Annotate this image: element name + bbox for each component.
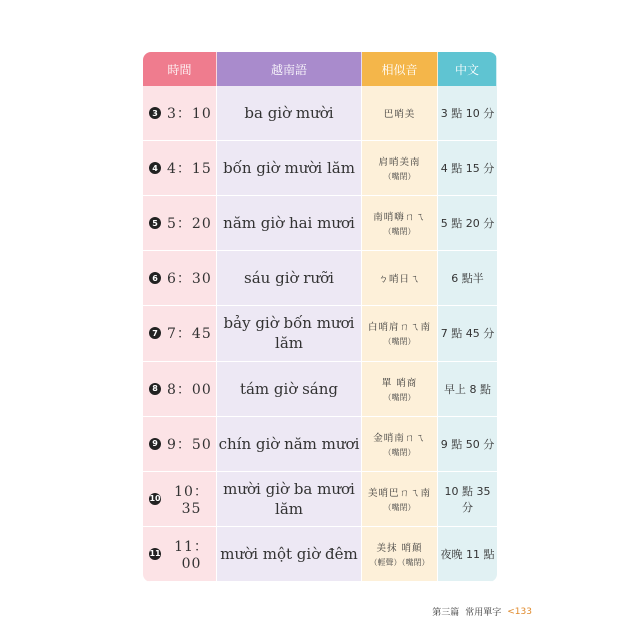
time-cell [143, 141, 217, 196]
row-number-badge: 10 [149, 494, 161, 504]
chinese-text: 4 點 15 分 [440, 162, 495, 176]
similar-sound-text: 南哨嗨ㄇㄟ [373, 212, 426, 224]
row-number-badge: 5 [149, 217, 161, 229]
time-cell [143, 472, 217, 527]
row-number-badge: 3 [149, 107, 161, 119]
similar-sound-cell [362, 86, 438, 141]
vietnamese-cell [217, 196, 362, 251]
time-cell [143, 86, 217, 141]
similar-sound-cell [362, 251, 438, 306]
vietnamese-cell [217, 306, 362, 361]
similar-sound-text: ㄅ哨日ㄟ [378, 274, 421, 286]
time-value: 3：10 [167, 106, 212, 123]
similar-sound-text: 金哨南ㄇㄟ [373, 432, 426, 444]
chinese-cell [438, 196, 497, 251]
chinese-text: 早上 8 點 [444, 382, 491, 396]
time-value: 6：30 [167, 271, 212, 288]
chinese-text: 10 點 35 分 [444, 484, 491, 514]
vietnamese-phrase: mười một giờ đêm [220, 544, 358, 563]
vietnamese-cell [217, 141, 362, 196]
pronunciation-note: （輕聲）（嘴閉） [369, 557, 430, 567]
similar-sound-text: 美抹 哨顛 [376, 542, 423, 554]
footer-section: 第三篇 [432, 608, 460, 618]
vietnamese-cell [217, 362, 362, 417]
time-value: 11：00 [174, 538, 209, 572]
time-cell [143, 417, 217, 472]
pronunciation-note: （嘴閉） [383, 337, 416, 347]
vietnamese-phrase: bốn giờ mười lăm [223, 159, 355, 178]
vietnamese-phrase: mười giờ ba mươi lăm [223, 479, 355, 518]
time-value: 5：20 [167, 216, 212, 233]
time-value: 9：50 [167, 436, 212, 453]
header-similar-sound: 相似音 [362, 52, 438, 86]
row-number-badge: 7 [149, 327, 161, 339]
vietnamese-phrase: bảy giờ bốn mươi lăm [223, 314, 355, 353]
vietnamese-cell [217, 251, 362, 306]
chinese-text: 6 點半 [451, 272, 484, 286]
vietnamese-cell [217, 472, 362, 527]
row-number-badge: 8 [149, 383, 161, 395]
chinese-text: 9 點 50 分 [440, 437, 495, 451]
chinese-cell [438, 306, 497, 361]
vietnamese-cell [217, 527, 362, 582]
chinese-text: 5 點 20 分 [440, 217, 495, 231]
header-chinese: 中文 [438, 52, 497, 86]
similar-sound-cell [362, 527, 438, 582]
chinese-cell [438, 362, 497, 417]
pronunciation-note: （嘴閉） [383, 447, 416, 457]
row-number-badge: 11 [149, 549, 161, 559]
time-cell [143, 251, 217, 306]
page-number: <133 [507, 606, 532, 617]
similar-sound-text: 肩哨美南 [378, 157, 421, 169]
similar-sound-cell [362, 141, 438, 196]
chinese-text: 夜晚 11 點 [440, 547, 495, 561]
header-vietnamese: 越南語 [217, 52, 362, 86]
row-number-badge: 6 [149, 272, 161, 284]
similar-sound-text: 白哨肩ㄇㄟ南 [367, 322, 431, 334]
vietnamese-cell [217, 86, 362, 141]
similar-sound-text: 美哨巴ㄇㄟ南 [367, 487, 431, 499]
row-number-badge: 4 [149, 162, 161, 174]
vietnamese-phrase: chín giờ năm mươi [218, 434, 360, 453]
row-number-badge: 9 [149, 438, 161, 450]
time-cell [143, 362, 217, 417]
vietnamese-phrase: ba giờ mười [244, 104, 334, 123]
pronunciation-note: （嘴閉） [383, 172, 416, 182]
time-value: 8：00 [167, 381, 212, 398]
time-value: 7：45 [167, 326, 212, 343]
similar-sound-cell [362, 417, 438, 472]
vietnamese-phrase: năm giờ hai mươi [223, 214, 355, 233]
pronunciation-note: （嘴閉） [383, 502, 416, 512]
pronunciation-note: （嘴閉） [383, 392, 416, 402]
similar-sound-text: 單 哨商 [381, 377, 418, 389]
similar-sound-cell [362, 362, 438, 417]
similar-sound-cell [362, 196, 438, 251]
chinese-text: 7 點 45 分 [440, 327, 495, 341]
footer-title: 常用單字 [465, 608, 502, 618]
page-footer [432, 605, 532, 618]
time-cell [143, 527, 217, 582]
similar-sound-cell [362, 472, 438, 527]
vietnamese-phrase: tám giờ sáng [239, 379, 339, 398]
pronunciation-note: （嘴閉） [383, 227, 416, 237]
vietnamese-cell [217, 417, 362, 472]
header-time: 時間 [143, 52, 217, 86]
time-cell [143, 306, 217, 361]
chinese-cell [438, 251, 497, 306]
similar-sound-text: 巴哨美 [383, 109, 416, 121]
time-value: 4：15 [167, 161, 212, 178]
chinese-cell [438, 86, 497, 141]
chinese-text: 3 點 10 分 [440, 107, 495, 121]
vietnamese-phrase: sáu giờ rưỡi [244, 269, 334, 288]
chinese-cell [438, 417, 497, 472]
chinese-cell [438, 472, 497, 527]
time-cell [143, 196, 217, 251]
chinese-cell [438, 527, 497, 582]
similar-sound-cell [362, 306, 438, 361]
time-value: 10：35 [174, 483, 209, 517]
chinese-cell [438, 141, 497, 196]
time-table [143, 52, 497, 582]
